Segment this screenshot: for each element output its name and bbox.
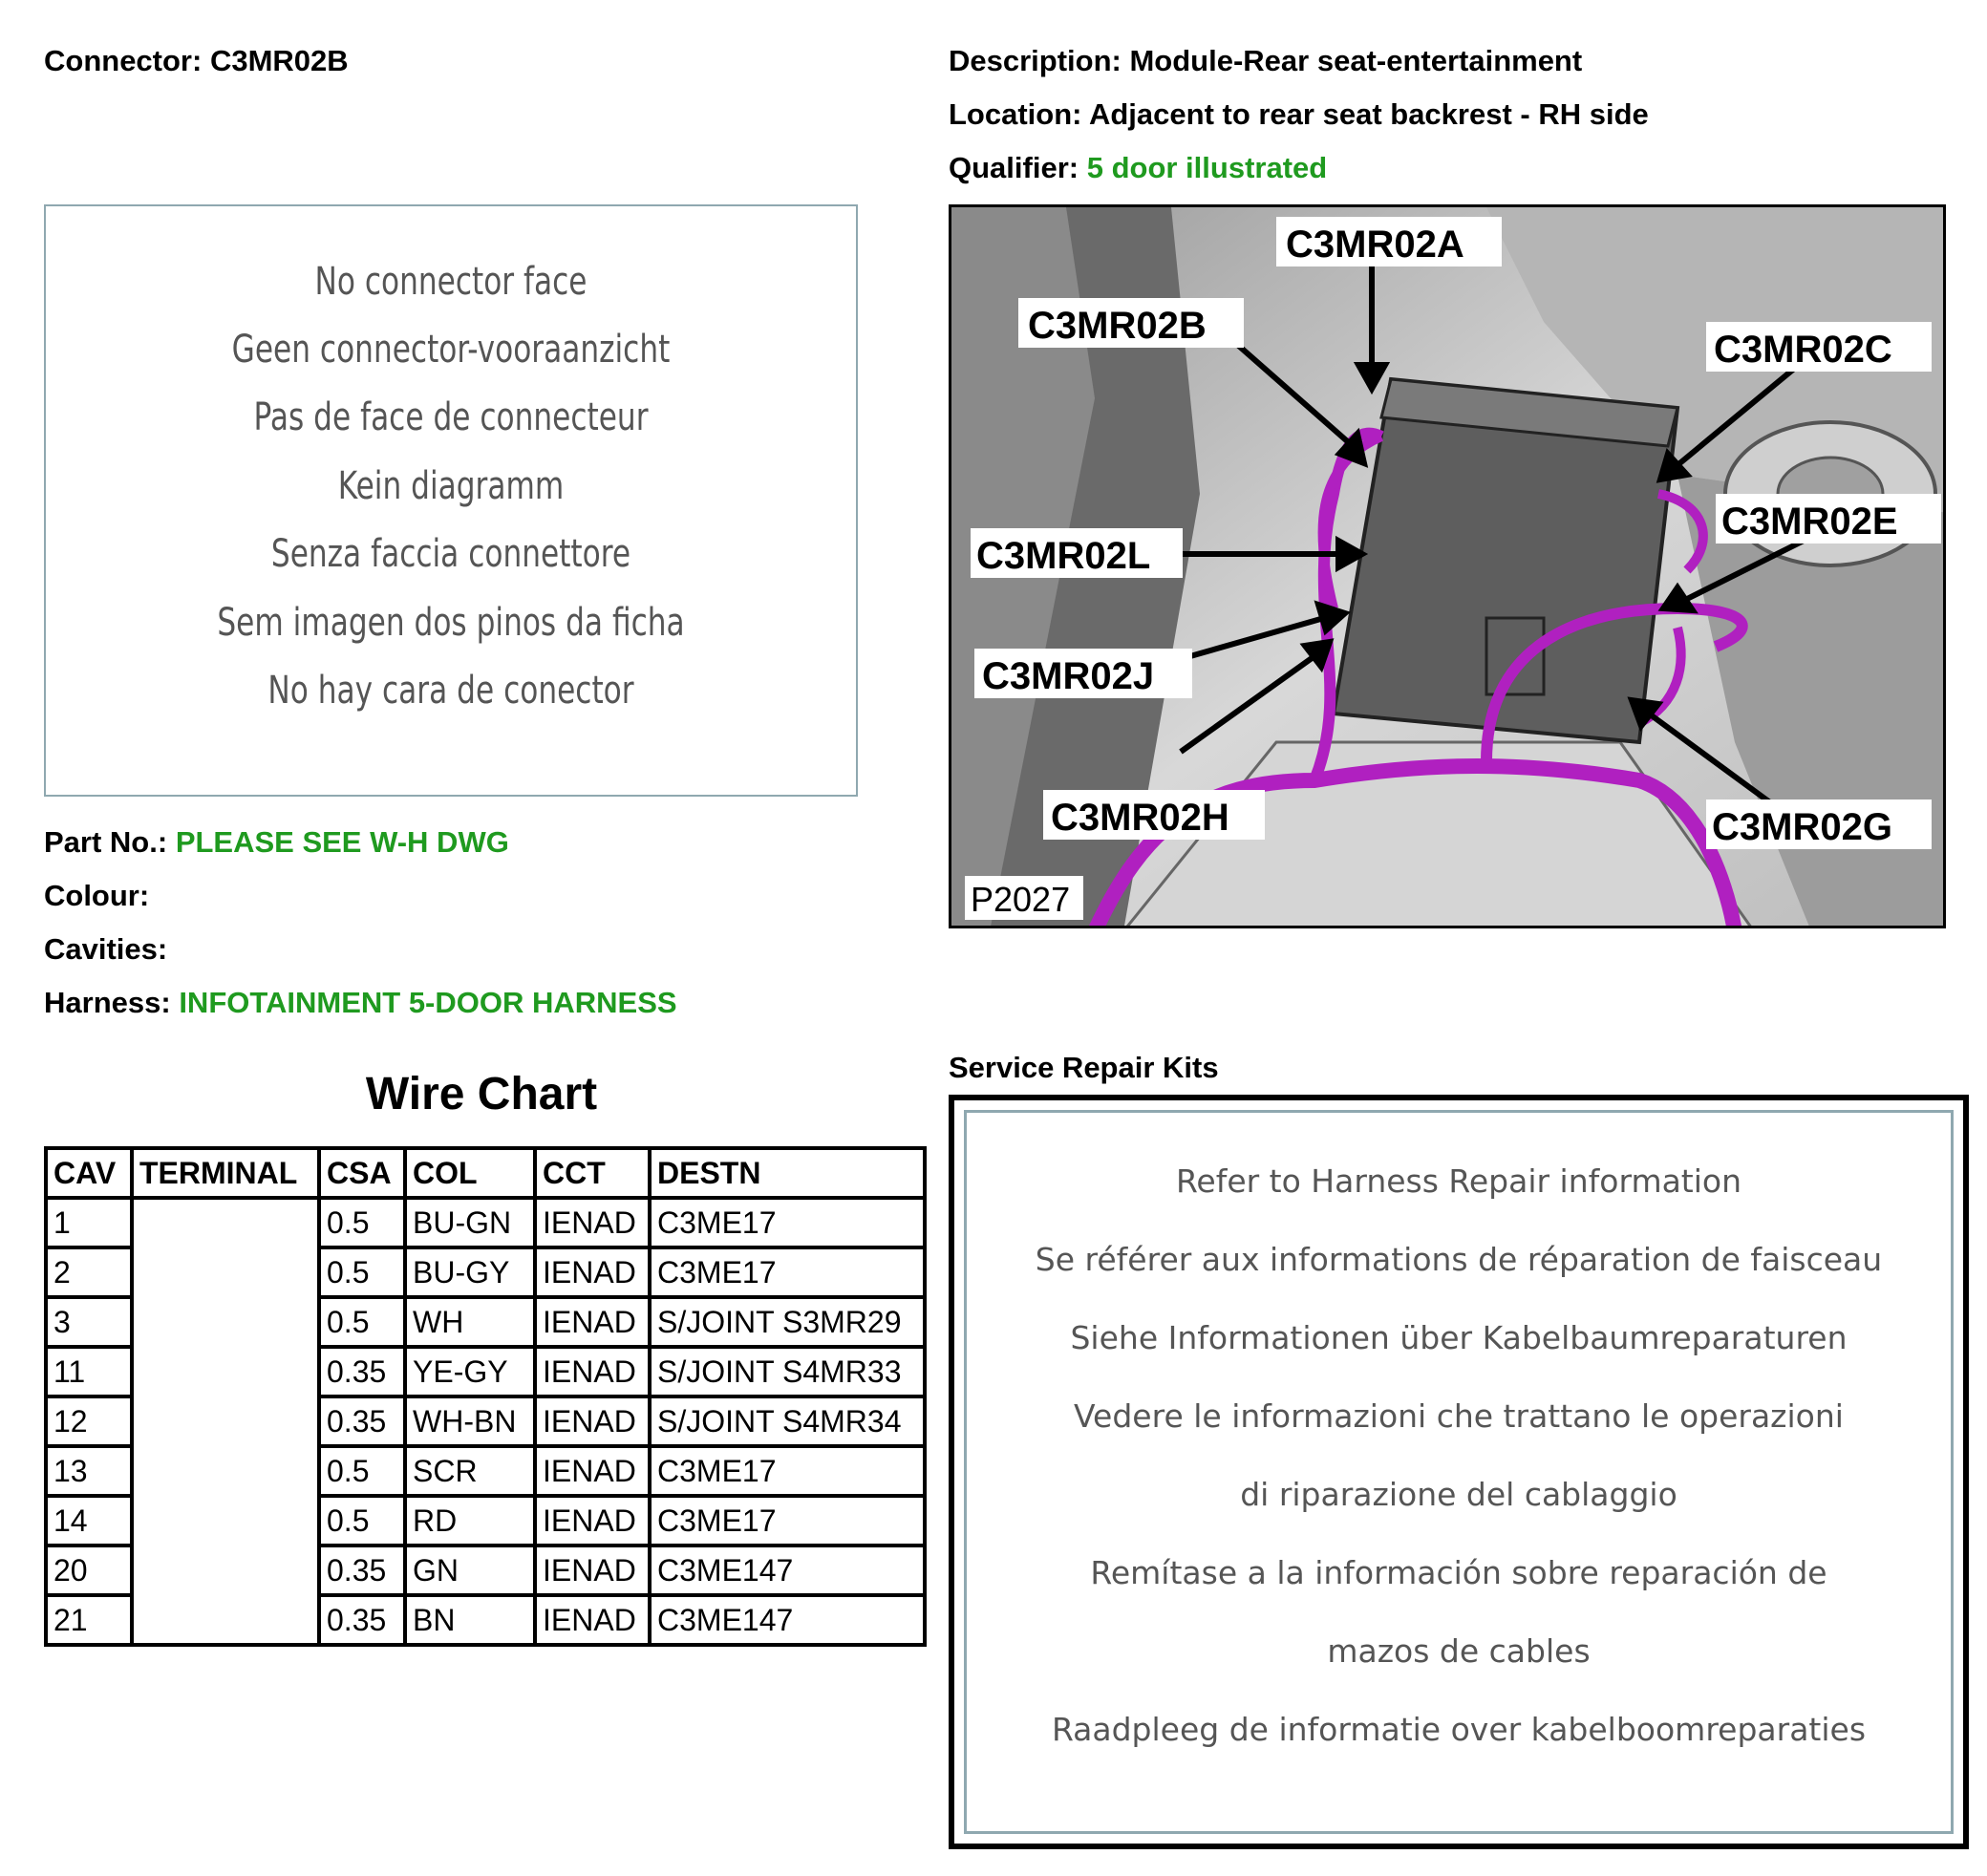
cct-cell: IENAD — [535, 1595, 650, 1645]
service-repair-kits-inner — [964, 1110, 1954, 1834]
col-cell: BU-GN — [405, 1198, 535, 1247]
description-value: Module-Rear seat-entertainment — [1129, 44, 1583, 77]
description-field — [949, 44, 1582, 78]
cct-cell: IENAD — [535, 1446, 650, 1496]
colour-label: Colour: — [44, 879, 150, 912]
column-header-cav: CAV — [46, 1148, 132, 1198]
destn-cell: C3ME147 — [650, 1595, 925, 1645]
harness-label: Harness: — [44, 986, 171, 1019]
column-header-col: COL — [405, 1148, 535, 1198]
repair-info-line: Refer to Harness Repair information — [1175, 1162, 1742, 1200]
destn-cell: S/JOINT S4MR34 — [650, 1396, 925, 1446]
cct-cell: IENAD — [535, 1347, 650, 1396]
callout-c3mr02g: C3MR02G — [1712, 806, 1892, 848]
qualifier-label: Qualifier: — [949, 151, 1079, 184]
column-header-csa: CSA — [319, 1148, 405, 1198]
cct-cell: IENAD — [535, 1297, 650, 1347]
wire-chart-title: Wire Chart — [365, 1069, 598, 1119]
cav-cell: 12 — [46, 1396, 132, 1446]
csa-cell: 0.5 — [319, 1247, 405, 1297]
csa-cell: 0.35 — [319, 1396, 405, 1446]
no-connector-face-line: Sem imagen dos pinos da ficha — [217, 601, 685, 645]
col-cell: WH — [405, 1297, 535, 1347]
repair-info-line: Remítase a la información sobre reparación de — [1090, 1554, 1827, 1591]
col-cell: SCR — [405, 1446, 535, 1496]
csa-cell: 0.5 — [319, 1297, 405, 1347]
destn-cell: S/JOINT S4MR33 — [650, 1347, 925, 1396]
cavities-label: Cavities: — [44, 932, 168, 966]
table-row — [46, 1198, 925, 1247]
csa-cell: 0.35 — [319, 1595, 405, 1645]
repair-info-line: di riparazione del cablaggio — [1240, 1476, 1677, 1513]
csa-cell: 0.5 — [319, 1198, 405, 1247]
no-connector-face-line: No connector face — [314, 260, 588, 304]
col-cell: YE-GY — [405, 1347, 535, 1396]
csa-cell: 0.5 — [319, 1446, 405, 1496]
cavities-field — [44, 932, 167, 967]
col-cell: BU-GY — [405, 1247, 535, 1297]
no-connector-face-panel — [44, 204, 858, 797]
column-header-destn: DESTN — [650, 1148, 925, 1198]
cav-cell: 3 — [46, 1297, 132, 1347]
cav-cell: 2 — [46, 1247, 132, 1297]
callout-c3mr02b: C3MR02B — [1028, 305, 1207, 347]
callout-c3mr02j: C3MR02J — [982, 655, 1155, 697]
location-label: Location: — [949, 97, 1082, 131]
cav-cell: 11 — [46, 1347, 132, 1396]
cct-cell: IENAD — [535, 1396, 650, 1446]
connector-label: Connector: — [44, 44, 203, 77]
part-no-label: Part No.: — [44, 825, 168, 859]
destn-cell: C3ME17 — [650, 1247, 925, 1297]
col-cell: BN — [405, 1595, 535, 1645]
cav-cell: 13 — [46, 1446, 132, 1496]
repair-info-line: mazos de cables — [1327, 1632, 1591, 1670]
no-connector-face-line: Pas de face de connecteur — [253, 395, 649, 439]
callout-c3mr02c: C3MR02C — [1714, 329, 1892, 371]
qualifier-value: 5 door illustrated — [1086, 151, 1328, 184]
part-no-field — [44, 825, 509, 860]
col-cell: GN — [405, 1546, 535, 1595]
connector-field — [44, 44, 349, 78]
harness-field — [44, 986, 677, 1020]
cct-cell: IENAD — [535, 1496, 650, 1546]
csa-cell: 0.5 — [319, 1496, 405, 1546]
no-connector-face-line: No hay cara de conector — [267, 669, 634, 713]
no-connector-face-line: Senza faccia connettore — [270, 532, 631, 576]
destn-cell: C3ME147 — [650, 1546, 925, 1595]
connector-value: C3MR02B — [209, 44, 349, 77]
part-no-value: PLEASE SEE W-H DWG — [175, 825, 509, 859]
csa-cell: 0.35 — [319, 1347, 405, 1396]
service-repair-kits-title: Service Repair Kits — [949, 1051, 1219, 1084]
csa-cell: 0.35 — [319, 1546, 405, 1595]
harness-value: INFOTAINMENT 5-DOOR HARNESS — [179, 986, 677, 1019]
wire-chart-header-row — [46, 1148, 925, 1198]
description-label: Description: — [949, 44, 1122, 77]
figure-id: P2027 — [971, 880, 1071, 919]
callout-c3mr02h: C3MR02H — [1051, 797, 1229, 839]
destn-cell: C3ME17 — [650, 1446, 925, 1496]
repair-info-line: Vedere le informazioni che trattano le operazioni — [1074, 1397, 1844, 1435]
qualifier-field — [949, 151, 1327, 185]
callout-c3mr02l: C3MR02L — [976, 535, 1151, 577]
cav-cell: 21 — [46, 1595, 132, 1645]
repair-info-line: Se référer aux informations de réparation de faisceau — [1035, 1241, 1883, 1278]
no-connector-face-line: Kein diagramm — [337, 464, 565, 508]
location-value: Adjacent to rear seat backrest - RH side — [1088, 97, 1649, 131]
colour-field — [44, 879, 149, 913]
cav-cell: 14 — [46, 1496, 132, 1546]
terminal-cell — [132, 1198, 319, 1645]
cav-cell: 1 — [46, 1198, 132, 1247]
cav-cell: 20 — [46, 1546, 132, 1595]
service-repair-kits-panel — [949, 1095, 1969, 1849]
no-connector-face-line: Geen connector-vooraanzicht — [231, 328, 671, 372]
callout-c3mr02a: C3MR02A — [1286, 224, 1464, 266]
location-illustration — [949, 204, 1946, 928]
cct-cell: IENAD — [535, 1247, 650, 1297]
location-illustration-drawing — [951, 207, 1946, 928]
col-cell: RD — [405, 1496, 535, 1546]
destn-cell: C3ME17 — [650, 1496, 925, 1546]
destn-cell: S/JOINT S3MR29 — [650, 1297, 925, 1347]
wire-chart-table — [44, 1146, 927, 1647]
destn-cell: C3ME17 — [650, 1198, 925, 1247]
repair-info-line: Siehe Informationen über Kabelbaumreparaturen — [1070, 1319, 1848, 1356]
location-field — [949, 97, 1649, 132]
cct-cell: IENAD — [535, 1198, 650, 1247]
column-header-terminal: TERMINAL — [132, 1148, 319, 1198]
repair-info-line: Raadpleeg de informatie over kabelboomreparaties — [1051, 1711, 1867, 1748]
column-header-cct: CCT — [535, 1148, 650, 1198]
col-cell: WH-BN — [405, 1396, 535, 1446]
cct-cell: IENAD — [535, 1546, 650, 1595]
callout-c3mr02e: C3MR02E — [1721, 501, 1898, 543]
